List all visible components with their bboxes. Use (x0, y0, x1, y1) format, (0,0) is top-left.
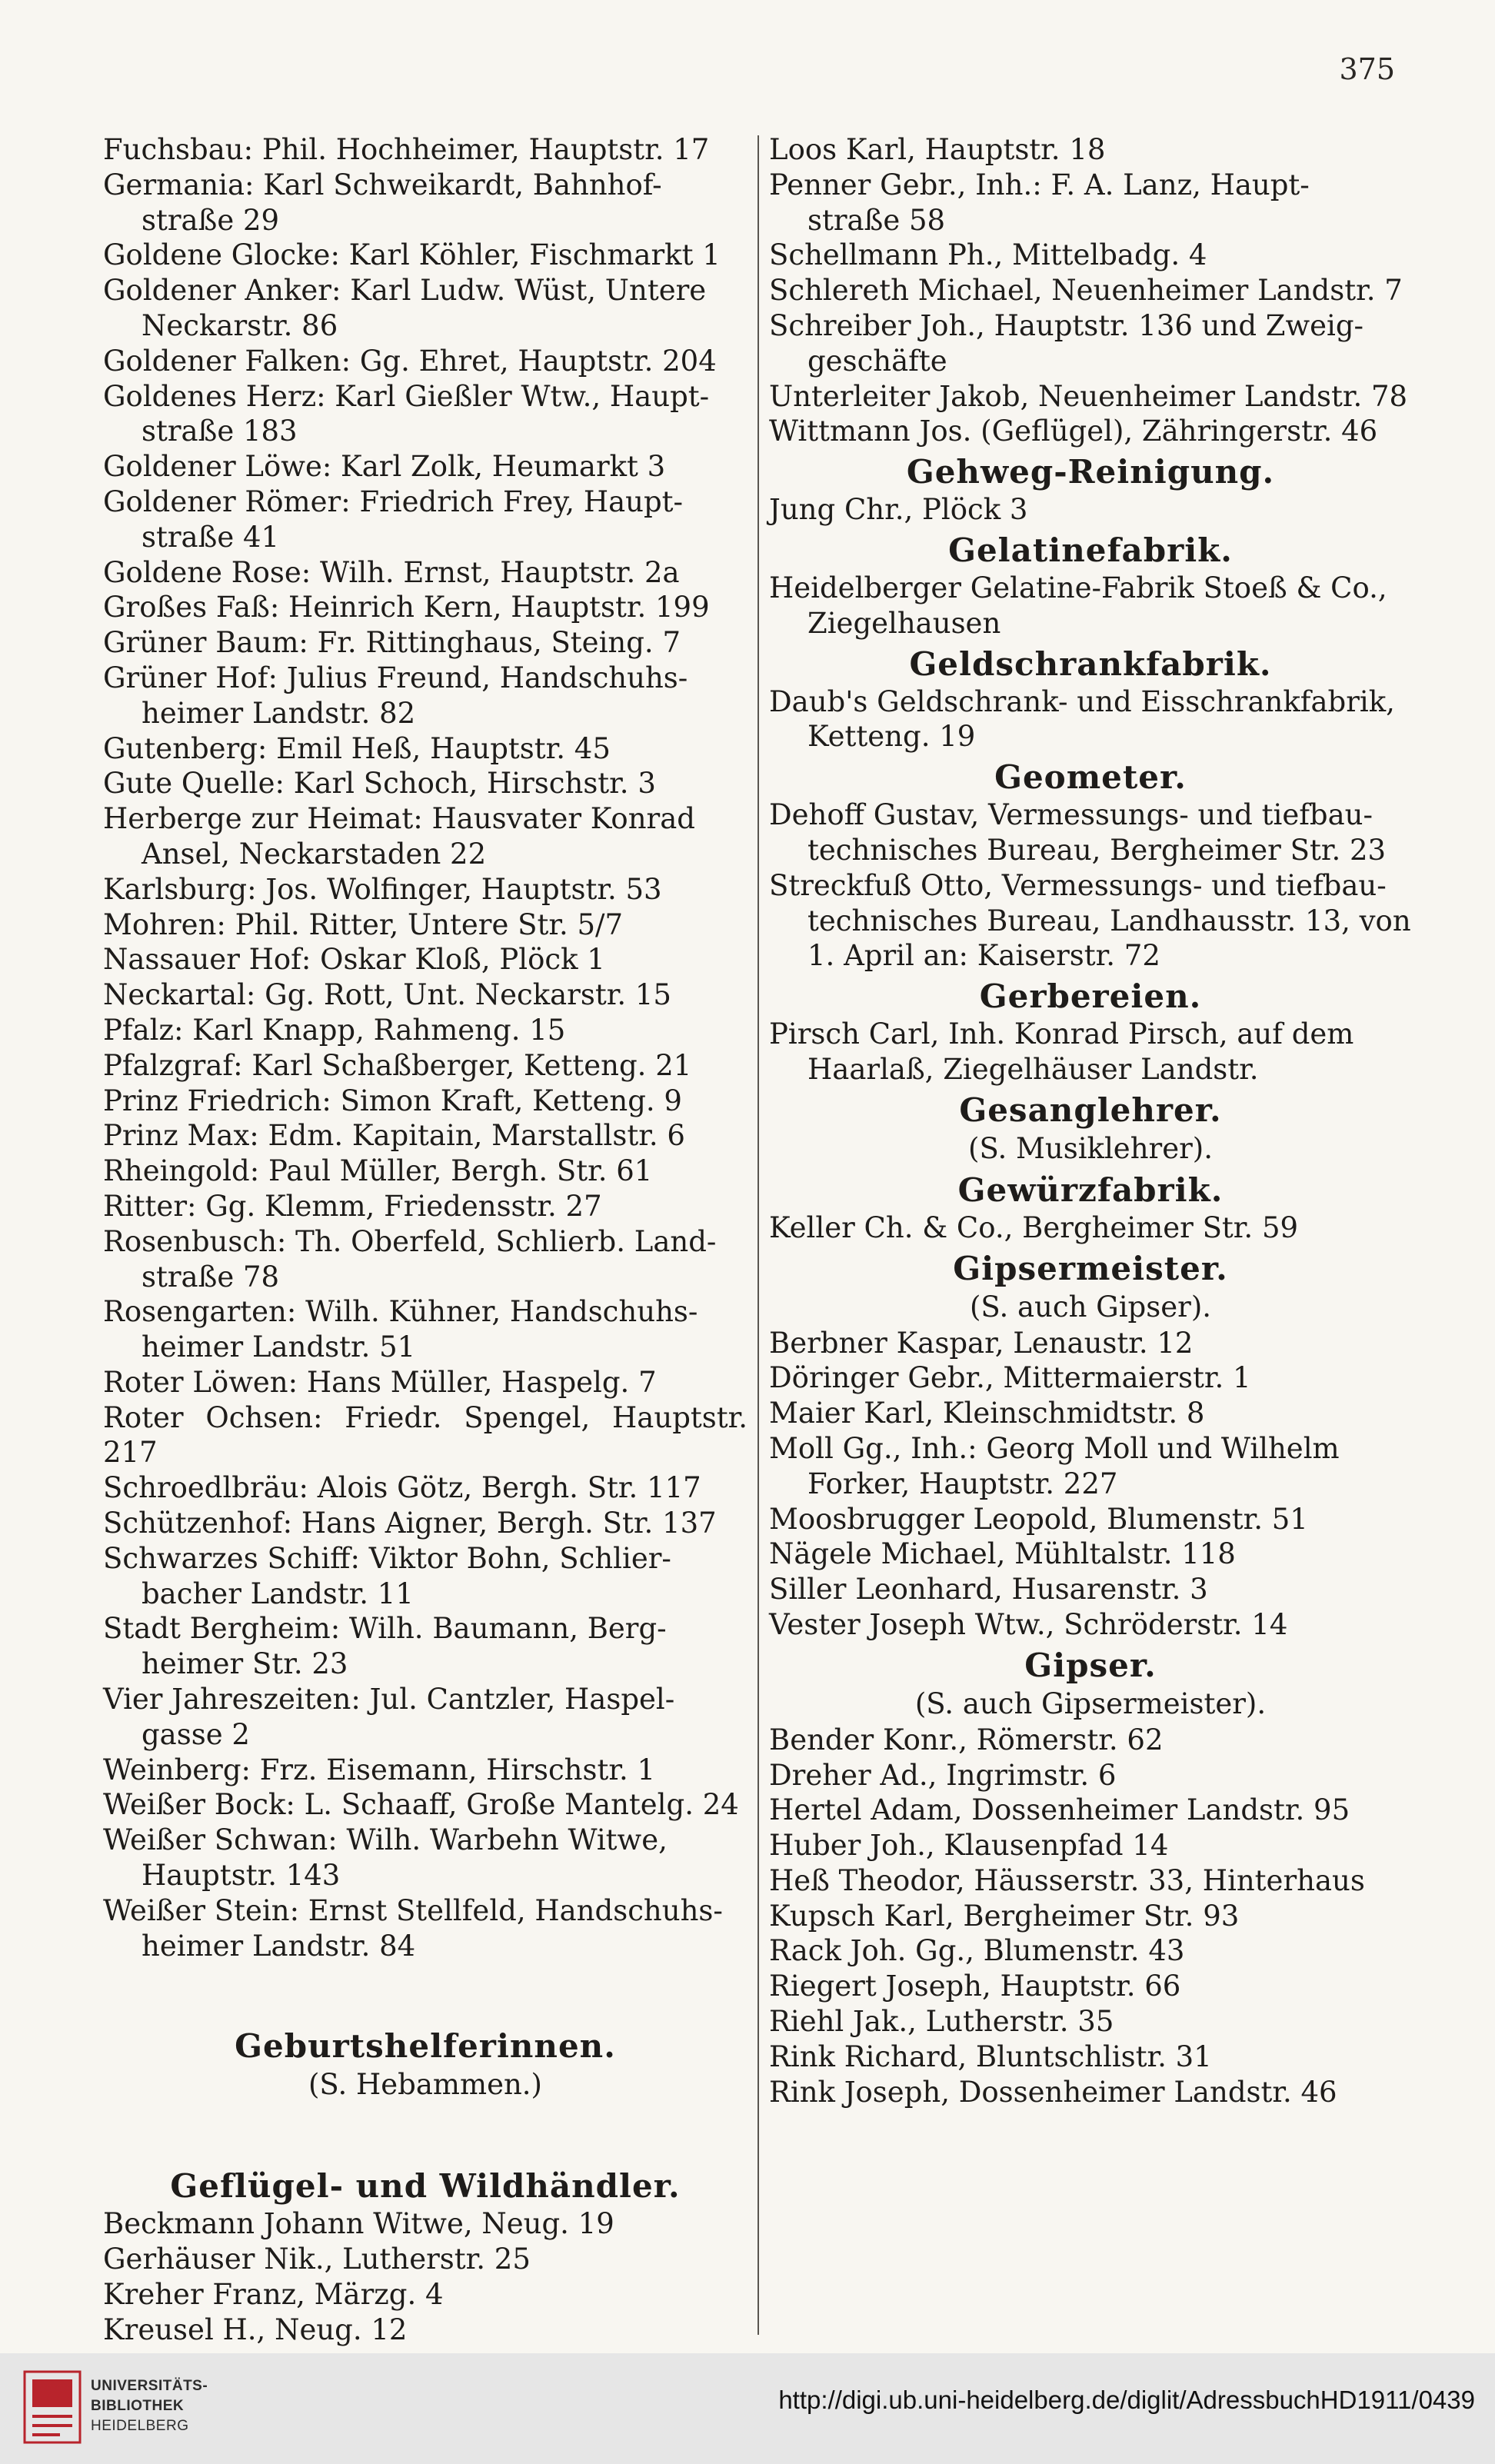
entry-line: Prinz Friedrich: Simon Kraft, Ketteng. 9 (103, 1084, 682, 1117)
directory-entry (769, 168, 1412, 238)
library-name-line: BIBLIOTHEK (91, 2398, 185, 2414)
directory-entry (103, 1611, 748, 1682)
entry-line: Schwarzes Schiff: Viktor Bohn, Schlier- (103, 1541, 671, 1575)
directory-entry (769, 1360, 1412, 1396)
entry-line: Schützenhof: Hans Aigner, Bergh. Str. 137 (103, 1507, 717, 1540)
directory-entry (769, 1017, 1412, 1087)
entry-line: Penner Gebr., Inh.: F. A. Lanz, Haupt- (769, 168, 1310, 201)
directory-entry (103, 1365, 748, 1400)
entry-line: Goldener Falken: Gg. Ehret, Hauptstr. 204 (103, 344, 717, 378)
entry-line: Riehl Jak., Lutherstr. 35 (769, 2005, 1114, 2039)
entry-line: Schroedlbräu: Alois Götz, Bergh. Str. 117 (103, 1471, 701, 1505)
entry-line: Goldener Löwe: Karl Zolk, Heumarkt 3 (103, 450, 666, 484)
directory-entry (103, 1154, 748, 1189)
directory-entry (769, 132, 1412, 168)
entry-line: Neckartal: Gg. Rott, Unt. Neckarstr. 15 (103, 978, 671, 1012)
entry-line: Grüner Baum: Fr. Rittinghaus, Steing. 7 (103, 626, 681, 660)
entry-line: Kreusel H., Neug. 12 (103, 2312, 408, 2346)
entry-line: Beckmann Johann Witwe, Neug. 19 (103, 2207, 614, 2241)
directory-entry (769, 1396, 1412, 1431)
entry-continuation: Ziegelhausen (807, 606, 1001, 640)
directory-entry (769, 1758, 1412, 1793)
directory-entry (103, 1013, 748, 1048)
entry-line: Pirsch Carl, Inh. Konrad Pirsch, auf dem (769, 1017, 1354, 1051)
directory-entry (103, 2277, 748, 2312)
entry-line: Gutenberg: Emil Heß, Hauptstr. 45 (103, 731, 611, 765)
entry-line: Siller Leonhard, Husarenstr. 3 (769, 1573, 1208, 1607)
entry-continuation: bacher Landstr. 11 (142, 1577, 414, 1610)
directory-entry (103, 766, 748, 801)
entry-line: Streckfuß Otto, Vermessungs- und tiefbau- (769, 868, 1387, 902)
directory-entry (103, 273, 748, 344)
entry-line: Rink Joseph, Dossenheimer Landstr. 46 (769, 2075, 1337, 2109)
entry-continuation: heimer Landstr. 51 (142, 1330, 416, 1364)
directory-entry (103, 2312, 748, 2348)
directory-entry (103, 1048, 748, 1084)
entry-line: Nägele Michael, Mühltalstr. 118 (769, 1537, 1236, 1571)
directory-entry (103, 1823, 748, 1893)
section-heading: Gesanglehrer. (959, 1090, 1222, 1129)
directory-entry (103, 1118, 748, 1154)
entry-continuation: 1. April an: Kaiserstr. 72 (807, 939, 1160, 973)
entry-continuation: straße 58 (807, 203, 946, 237)
entry-line: Daub's Geldschrank- und Eisschrankfabrik, (769, 684, 1395, 718)
directory-entry (769, 797, 1412, 868)
entry-line: Schreiber Joh., Hauptstr. 136 und Zweig- (769, 308, 1364, 342)
directory-entry (103, 942, 748, 977)
entry-line: Karlsburg: Jos. Wolfinger, Hauptstr. 53 (103, 872, 662, 906)
entry-line: Fuchsbau: Phil. Hochheimer, Hauptstr. 17 (103, 133, 710, 166)
entry-line: Nassauer Hof: Oskar Kloß, Plöck 1 (103, 943, 605, 977)
entry-line: Roter Ochsen: Friedr. Spengel, Hauptstr. 217 (103, 1400, 748, 1470)
directory-entry (103, 1224, 748, 1295)
page-number: 375 (1339, 52, 1395, 86)
entry-continuation: technisches Bureau, Bergheimer Str. 23 (807, 833, 1387, 867)
left-column (103, 132, 748, 2348)
section-heading: Gerbereien. (979, 977, 1202, 1016)
directory-entry (103, 1400, 748, 1471)
directory-entry (103, 1294, 748, 1365)
directory-entry (769, 1537, 1412, 1572)
entry-continuation: straße 183 (142, 415, 298, 448)
directory-entry (103, 1893, 748, 1964)
entry-continuation: heimer Str. 23 (142, 1647, 348, 1681)
entry-line: Schellmann Ph., Mittelbadg. 4 (769, 238, 1207, 272)
entry-line: Döringer Gebr., Mittermaierstr. 1 (769, 1361, 1251, 1395)
section-spacer (103, 2103, 748, 2163)
cross-reference-note: (S. Hebammen.) (308, 2068, 542, 2102)
directory-entry (103, 379, 748, 450)
source-url[interactable]: http://digi.ub.uni-heidelberg.de/diglit/AdressbuchHD1911/0439 (778, 2386, 1475, 2414)
entry-line: Kreher Franz, Märzg. 4 (103, 2278, 444, 2312)
entry-line: Goldene Rose: Wilh. Ernst, Hauptstr. 2a (103, 555, 680, 589)
entry-line: Germania: Karl Schweikardt, Bahnhof- (103, 168, 662, 201)
right-column (769, 132, 1412, 2109)
directory-entry (103, 590, 748, 625)
directory-entry (103, 449, 748, 484)
directory-entry (103, 555, 748, 591)
directory-entry (103, 484, 748, 555)
entry-line: Pfalz: Karl Knapp, Rahmeng. 15 (103, 1013, 566, 1047)
entry-line: Prinz Max: Edm. Kapitain, Marstallstr. 6 (103, 1119, 685, 1153)
directory-entry (103, 872, 748, 907)
directory-entry (769, 2039, 1412, 2075)
directory-entry (103, 907, 748, 943)
directory-entry (103, 1189, 748, 1224)
directory-entry (103, 344, 748, 379)
entry-continuation: straße 29 (142, 203, 280, 237)
entry-line: Moll Gg., Inh.: Georg Moll und Wilhelm (769, 1431, 1340, 1465)
entry-continuation: Forker, Hauptstr. 227 (807, 1467, 1118, 1500)
entry-line: Rosengarten: Wilh. Kühner, Handschuhs- (103, 1295, 698, 1329)
section-heading: Gehweg-Reinigung. (906, 453, 1275, 491)
entry-line: Kupsch Karl, Bergheimer Str. 93 (769, 1899, 1240, 1933)
entry-continuation: straße 78 (142, 1260, 280, 1294)
library-name (91, 2376, 208, 2436)
section-spacer (103, 1963, 748, 2023)
entry-line: Goldener Anker: Karl Ludw. Wüst, Untere (103, 274, 707, 308)
directory-entry (769, 684, 1412, 755)
directory-entry (103, 801, 748, 872)
section-heading: Geldschrankfabrik. (909, 644, 1272, 683)
entry-line: Loos Karl, Hauptstr. 18 (769, 133, 1106, 166)
directory-entry (769, 308, 1412, 379)
directory-entry (769, 1863, 1412, 1899)
directory-entry (103, 661, 748, 731)
directory-entry (103, 1753, 748, 1788)
directory-entry (769, 379, 1412, 415)
entry-continuation: heimer Landstr. 84 (142, 1929, 416, 1963)
section-heading: Gewürzfabrik. (957, 1170, 1224, 1209)
section-heading: Geburtshelferinnen. (235, 2027, 616, 2066)
directory-entry (769, 1607, 1412, 1643)
entry-line: Dehoff Gustav, Vermessungs- und tiefbau- (769, 798, 1373, 832)
directory-entry (769, 1793, 1412, 1828)
directory-entry (769, 2075, 1412, 2110)
entry-line: Schlereth Michael, Neuenheimer Landstr. 7 (769, 274, 1403, 308)
entry-line: Herberge zur Heimat: Hausvater Konrad (103, 802, 695, 836)
entry-line: Weißer Stein: Ernst Stellfeld, Handschuhs- (103, 1893, 723, 1927)
entry-continuation: Ketteng. 19 (807, 720, 976, 754)
column-divider (757, 135, 759, 2335)
entry-line: Großes Faß: Heinrich Kern, Hauptstr. 199 (103, 591, 710, 624)
entry-line: Bender Konr., Römerstr. 62 (769, 1723, 1164, 1756)
entry-line: Mohren: Phil. Ritter, Untere Str. 5/7 (103, 907, 624, 941)
section-heading: Gipser. (1024, 1646, 1157, 1684)
directory-entry (769, 1828, 1412, 1863)
directory-entry (103, 1470, 748, 1506)
entry-line: Heß Theodor, Häusserstr. 33, Hinterhaus (769, 1863, 1365, 1897)
entry-line: Rosenbusch: Th. Oberfeld, Schlierb. Land- (103, 1224, 717, 1258)
entry-line: Rack Joh. Gg., Blumenstr. 43 (769, 1934, 1185, 1968)
entry-line: Weißer Schwan: Wilh. Warbehn Witwe, (103, 1823, 668, 1857)
directory-entry (769, 1933, 1412, 1969)
entry-continuation: heimer Landstr. 82 (142, 696, 416, 730)
entry-line: Heidelberger Gelatine-Fabrik Stoeß & Co., (769, 571, 1387, 604)
cross-reference-note: (S. auch Gipsermeister). (914, 1687, 1267, 1720)
directory-entry (103, 731, 748, 767)
entry-line: Weißer Bock: L. Schaaff, Große Mantelg. 24 (103, 1788, 739, 1822)
library-seal-icon (22, 2369, 83, 2446)
directory-entry (103, 2242, 748, 2277)
directory-entry (769, 1899, 1412, 1934)
entry-continuation: geschäfte (807, 344, 947, 378)
directory-entry (769, 1210, 1412, 1246)
entry-line: Roter Löwen: Hans Müller, Haspelg. 7 (103, 1365, 657, 1399)
entry-line: Vester Joseph Wtw., Schröderstr. 14 (769, 1607, 1288, 1641)
directory-entry (103, 1084, 748, 1119)
entry-line: Gute Quelle: Karl Schoch, Hirschstr. 3 (103, 767, 656, 801)
entry-line: Goldenes Herz: Karl Gießler Wtw., Haupt- (103, 379, 710, 413)
directory-entry (769, 2004, 1412, 2039)
entry-line: Vier Jahreszeiten: Jul. Cantzler, Haspel- (103, 1683, 675, 1716)
cross-reference-note: (S. auch Gipser). (969, 1290, 1212, 1324)
library-name-line: HEIDELBERG (91, 2418, 189, 2434)
library-name-line: UNIVERSITÄTS- (91, 2378, 208, 2394)
directory-entry (769, 868, 1412, 974)
entry-line: Wittmann Jos. (Geflügel), Zähringerstr. 46 (769, 415, 1378, 448)
directory-entry (769, 1969, 1412, 2004)
section-heading: Gelatinefabrik. (948, 531, 1233, 569)
entry-line: Maier Karl, Kleinschmidtstr. 8 (769, 1397, 1205, 1430)
entry-line: Gerhäuser Nik., Lutherstr. 25 (103, 2243, 531, 2276)
entry-line: Goldener Römer: Friedrich Frey, Haupt- (103, 484, 684, 518)
entry-line: Keller Ch. & Co., Bergheimer Str. 59 (769, 1210, 1299, 1244)
section-heading: Geometer. (994, 758, 1187, 797)
entry-line: Rink Richard, Bluntschlistr. 31 (769, 2039, 1212, 2073)
directory-entry (103, 977, 748, 1013)
entry-line: Weinberg: Frz. Eisemann, Hirschstr. 1 (103, 1753, 656, 1786)
directory-entry (103, 238, 748, 273)
entry-line: Hertel Adam, Dossenheimer Landstr. 95 (769, 1793, 1350, 1827)
entry-line: Stadt Bergheim: Wilh. Baumann, Berg- (103, 1612, 667, 1646)
directory-entry (103, 1541, 748, 1612)
footer-bar (0, 2353, 1495, 2464)
directory-entry (769, 273, 1412, 308)
entry-line: Pfalzgraf: Karl Schaßberger, Ketteng. 21 (103, 1048, 692, 1082)
directory-entry (103, 168, 748, 238)
entry-line: Grüner Hof: Julius Freund, Handschuhs- (103, 661, 688, 694)
entry-line: Riegert Joseph, Hauptstr. 66 (769, 1970, 1181, 2003)
entry-line: Dreher Ad., Ingrimstr. 6 (769, 1758, 1117, 1792)
entry-line: Moosbrugger Leopold, Blumenstr. 51 (769, 1502, 1308, 1536)
cross-reference-note: (S. Musiklehrer). (968, 1131, 1213, 1165)
directory-entry (103, 625, 748, 661)
directory-entry (103, 1682, 748, 1753)
section-heading: Gipsermeister. (953, 1249, 1228, 1287)
directory-entry (103, 1506, 748, 1541)
entry-continuation: Ansel, Neckarstaden 22 (142, 837, 487, 871)
entry-continuation: gasse 2 (142, 1717, 250, 1751)
entry-line: Berbner Kaspar, Lenaustr. 12 (769, 1326, 1194, 1360)
entry-line: Unterleiter Jakob, Neuenheimer Landstr. 78 (769, 379, 1408, 413)
directory-entry (769, 1723, 1412, 1758)
directory-entry (769, 1572, 1412, 1607)
entry-continuation: Haarlaß, Ziegelhäuser Landstr. (807, 1052, 1259, 1086)
entry-continuation: technisches Bureau, Landhausstr. 13, von (807, 904, 1411, 937)
directory-entry (103, 2206, 748, 2242)
entry-continuation: Hauptstr. 143 (142, 1859, 341, 1893)
entry-line: Rheingold: Paul Müller, Bergh. Str. 61 (103, 1154, 653, 1188)
directory-entry (769, 1431, 1412, 1502)
entry-line: Huber Joh., Klausenpfad 14 (769, 1829, 1169, 1863)
entry-line: Goldene Glocke: Karl Köhler, Fischmarkt 1 (103, 238, 721, 272)
directory-entry (769, 414, 1412, 449)
directory-entry (769, 571, 1412, 641)
directory-entry (103, 1787, 748, 1823)
directory-entry (769, 238, 1412, 273)
entry-line: Jung Chr., Plöck 3 (769, 493, 1028, 527)
entry-line: Ritter: Gg. Klemm, Friedensstr. 27 (103, 1189, 602, 1223)
entry-continuation: Neckarstr. 86 (142, 308, 338, 342)
directory-entry (769, 1326, 1412, 1361)
directory-entry (103, 132, 748, 168)
section-heading: Geflügel- und Wildhändler. (170, 2167, 681, 2206)
entry-continuation: straße 41 (142, 520, 280, 554)
directory-entry (769, 492, 1412, 528)
directory-entry (769, 1502, 1412, 1537)
